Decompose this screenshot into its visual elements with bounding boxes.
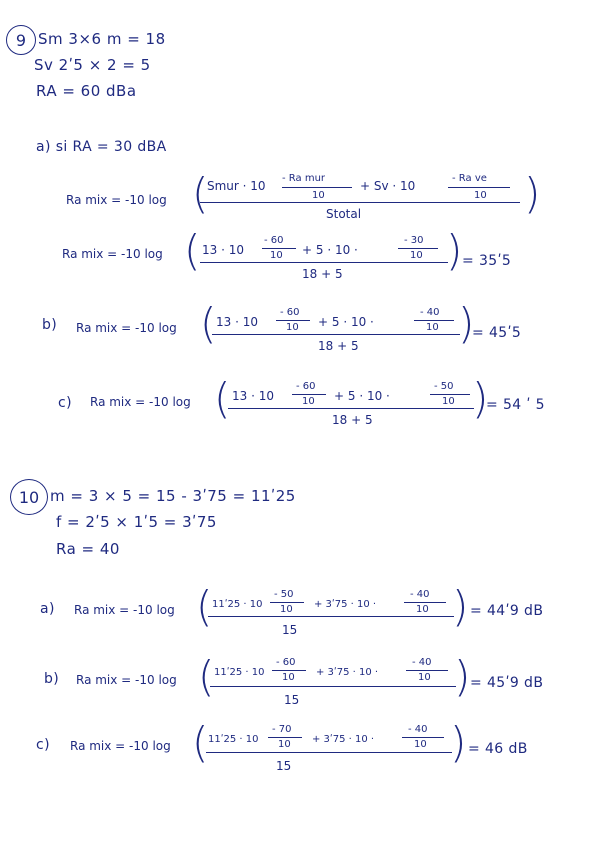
p9c-label: c)	[58, 395, 72, 411]
p10a-f2-num: - 40	[410, 589, 430, 600]
gen-lhs: Ra mix = -10 log	[66, 193, 167, 207]
p10a-f2-bar	[404, 602, 446, 603]
p10c-mid: + 3ʹ75 · 10 ·	[312, 734, 375, 745]
p9a-f2-num: - 30	[404, 235, 424, 246]
p10a-denominator: 15	[282, 623, 298, 637]
p9-part-a-label: a) si RA = 30 dBA	[36, 139, 167, 155]
p10c-label: c)	[36, 737, 50, 753]
p10b-f2-bar	[406, 670, 448, 671]
p10c-f1-bar	[268, 737, 302, 738]
p10c-f2-bar	[402, 737, 444, 738]
p9-line-1: Sm 3×6 m = 18	[38, 30, 166, 48]
p9b-f2-den: 10	[426, 322, 439, 333]
p10b-f2-num: - 40	[412, 657, 432, 668]
p10b-result: = 45ʹ9 dB	[470, 675, 544, 691]
p9b-paren-right: )	[458, 299, 475, 348]
gen-main-bar	[200, 202, 520, 203]
p10c-paren-left: (	[192, 718, 209, 767]
gen-f2-bar	[448, 187, 510, 188]
gen-f1-num: - Ra mur	[282, 173, 326, 184]
p9a-f2-bar	[398, 248, 438, 249]
gen-denominator: Stotal	[326, 207, 362, 221]
p10a-main-bar	[208, 616, 454, 617]
p9b-num-left: 13 · 10	[216, 315, 258, 329]
p10c-f1-den: 10	[278, 739, 291, 750]
p9c-f1-den: 10	[302, 396, 315, 407]
p10c-f2-den: 10	[414, 739, 427, 750]
p9a-lhs: Ra mix = -10 log	[62, 247, 163, 261]
p10b-main-bar	[210, 686, 456, 687]
p9c-main-bar	[228, 408, 474, 409]
p9b-f1-num: - 60	[280, 307, 300, 318]
p9a-f1-num: - 60	[264, 235, 284, 246]
p9c-denominator: 18 + 5	[332, 413, 373, 427]
p9-line-2: Sv 2ʹ5 × 2 = 5	[34, 56, 151, 74]
p9b-result: = 45ʹ5	[472, 325, 522, 341]
p10c-f2-num: - 40	[408, 724, 428, 735]
p9b-f2-bar	[414, 320, 454, 321]
p10-line-1: m = 3 × 5 = 15 - 3ʹ75 = 11ʹ25	[50, 487, 296, 505]
p10b-num-left: 11ʹ25 · 10	[214, 667, 265, 678]
p9b-mid: + 5 · 10 ·	[318, 315, 374, 329]
p9b-paren-left: (	[200, 299, 217, 348]
p9a-paren-right: )	[446, 226, 463, 275]
p10a-f1-bar	[270, 602, 304, 603]
p9c-num-left: 13 · 10	[232, 389, 274, 403]
p9c-mid: + 5 · 10 ·	[334, 389, 390, 403]
p10c-lhs: Ra mix = -10 log	[70, 739, 171, 753]
p9b-main-bar	[212, 334, 460, 335]
p10c-denominator: 15	[276, 759, 292, 773]
p9a-paren-left: (	[184, 226, 201, 275]
p9b-label: b)	[42, 317, 58, 333]
p9c-f1-num: - 60	[296, 381, 316, 392]
p9a-f2-den: 10	[410, 250, 423, 261]
p10a-f2-den: 10	[416, 604, 429, 615]
p9a-f1-bar	[262, 248, 296, 249]
p9a-mid: + 5 · 10 ·	[302, 243, 358, 257]
p10b-paren-right: )	[454, 652, 471, 701]
p10c-f1-num: - 70	[272, 724, 292, 735]
p9c-paren-right: )	[472, 374, 489, 423]
p10a-f1-den: 10	[280, 604, 293, 615]
p10b-f1-den: 10	[282, 672, 295, 683]
p9a-main-bar	[200, 262, 448, 263]
p10b-f1-bar	[272, 670, 306, 671]
p10a-num-left: 11ʹ25 · 10	[212, 599, 263, 610]
p10a-label: a)	[40, 601, 55, 617]
p10b-f1-num: - 60	[276, 657, 296, 668]
p10a-f1-num: - 50	[274, 589, 294, 600]
p9-line-3: RA = 60 dBa	[36, 82, 137, 100]
p10c-num-left: 11ʹ25 · 10	[208, 734, 259, 745]
p10b-mid: + 3ʹ75 · 10 ·	[316, 667, 379, 678]
p9a-result: = 35ʹ5	[462, 253, 512, 269]
gen-paren-right: )	[524, 169, 541, 218]
problem-10-number-text: 10	[18, 487, 40, 507]
p10a-lhs: Ra mix = -10 log	[74, 603, 175, 617]
p10-line-2: f = 2ʹ5 × 1ʹ5 = 3ʹ75	[56, 513, 217, 531]
gen-num-part1: Smur · 10	[207, 179, 266, 193]
p9b-f1-bar	[276, 320, 310, 321]
p9c-f2-bar	[430, 394, 470, 395]
p10c-paren-right: )	[450, 718, 467, 767]
p9c-f1-bar	[292, 394, 326, 395]
p10c-main-bar	[206, 752, 452, 753]
p9c-f2-den: 10	[442, 396, 455, 407]
p9b-f1-den: 10	[286, 322, 299, 333]
p10a-mid: + 3ʹ75 · 10 ·	[314, 599, 377, 610]
gen-f2-num: - Ra ve	[452, 173, 487, 184]
p10-line-3: Ra = 40	[56, 540, 120, 558]
p10b-paren-left: (	[198, 652, 215, 701]
gen-f2-den: 10	[474, 190, 487, 201]
p9a-denominator: 18 + 5	[302, 267, 343, 281]
p10b-denominator: 15	[284, 693, 300, 707]
p10a-paren-left: (	[196, 582, 213, 631]
p9c-result: = 54 ʹ 5	[486, 397, 545, 413]
p9a-num-left: 13 · 10	[202, 243, 244, 257]
p10c-result: = 46 dB	[468, 741, 528, 757]
p10b-f2-den: 10	[418, 672, 431, 683]
p9b-denominator: 18 + 5	[318, 339, 359, 353]
problem-9-number-text: 9	[15, 30, 27, 50]
gen-f1-den: 10	[312, 190, 325, 201]
p10a-paren-right: )	[452, 582, 469, 631]
gen-f1-bar	[282, 187, 352, 188]
p9c-lhs: Ra mix = -10 log	[90, 395, 191, 409]
p10b-label: b)	[44, 671, 60, 687]
gen-plus-part: + Sv · 10	[360, 179, 416, 193]
gen-paren-left: (	[192, 169, 209, 218]
p9b-f2-num: - 40	[420, 307, 440, 318]
p9a-f1-den: 10	[270, 250, 283, 261]
p10a-result: = 44ʹ9 dB	[470, 603, 544, 619]
p9b-lhs: Ra mix = -10 log	[76, 321, 177, 335]
p9c-f2-num: - 50	[434, 381, 454, 392]
problem-10-number	[10, 479, 48, 515]
problem-9-number	[6, 25, 36, 55]
p10b-lhs: Ra mix = -10 log	[76, 673, 177, 687]
p9c-paren-left: (	[214, 374, 231, 423]
